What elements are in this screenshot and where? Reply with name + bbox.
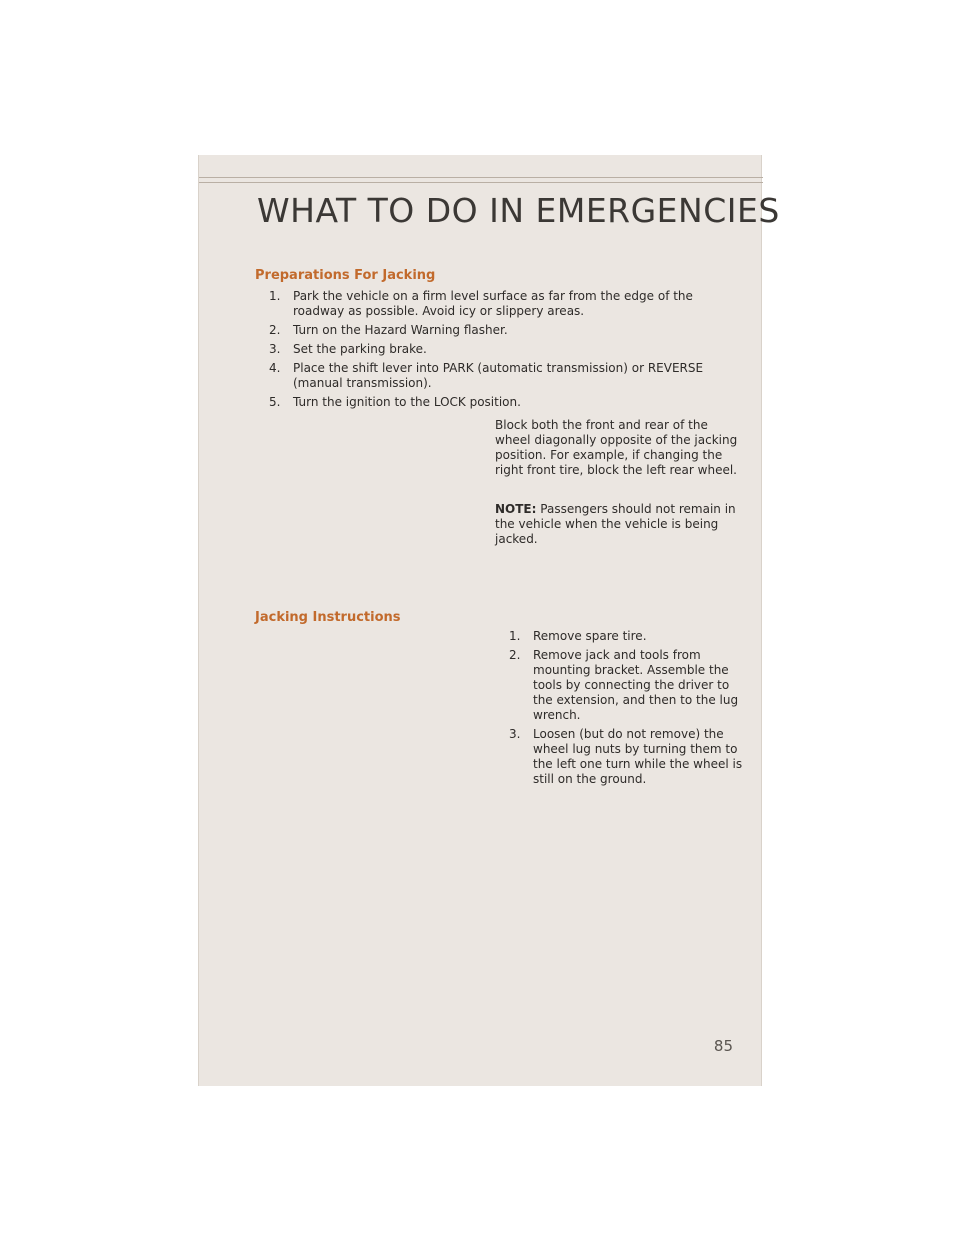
note-paragraph	[495, 502, 739, 547]
list-item	[269, 342, 729, 357]
note-label: NOTE:	[495, 502, 537, 516]
section-heading-jacking-instructions: Jacking Instructions	[255, 610, 401, 625]
jacking-steps-list	[509, 629, 749, 791]
step-number: 5.	[269, 395, 281, 409]
header-rule-top	[199, 177, 763, 178]
page-number: 85	[713, 1037, 733, 1055]
step-number: 3.	[509, 727, 521, 741]
step-text: Remove jack and tools from mounting bracket. Assemble the tools by connecting the driver to the extension, and then to the lug wrench.	[533, 648, 739, 722]
list-item	[509, 629, 749, 644]
preparation-steps-list	[269, 289, 729, 414]
manual-page	[198, 155, 780, 1086]
step-text: Set the parking brake.	[293, 342, 427, 356]
step-text: Place the shift lever into PARK (automatic transmission) or REVERSE (manual transmission).	[293, 361, 704, 390]
step-number: 2.	[509, 648, 521, 662]
list-item	[269, 395, 729, 410]
list-item	[509, 648, 749, 723]
list-item	[269, 323, 729, 338]
section-heading-preparations: Preparations For Jacking	[255, 268, 436, 283]
step-text: Turn the ignition to the LOCK position.	[293, 395, 521, 409]
step-text: Turn on the Hazard Warning flasher.	[293, 323, 508, 337]
step-number: 2.	[269, 323, 281, 337]
step-number: 1.	[509, 629, 521, 643]
step-number: 1.	[269, 289, 281, 303]
block-wheel-paragraph: Block both the front and rear of the wheel diagonally opposite of the jacking position. For example, if changing the right front tire, block the left rear wheel.	[495, 418, 738, 477]
step-text: Remove spare tire.	[533, 629, 647, 643]
list-item	[269, 289, 729, 319]
header-rule-bottom	[199, 182, 763, 183]
chapter-title: WHAT TO DO IN EMERGENCIES	[257, 191, 780, 230]
step-number: 4.	[269, 361, 281, 375]
step-number: 3.	[269, 342, 281, 356]
list-item	[509, 727, 749, 787]
step-text: Park the vehicle on a firm level surface as far from the edge of the roadway as possible. Avoid icy or slippery areas.	[293, 289, 693, 318]
list-item	[269, 361, 729, 391]
note-text: Passengers should not remain in the vehicle when the vehicle is being jacked.	[495, 502, 736, 546]
step-text: Loosen (but do not remove) the wheel lug nuts by turning them to the left one turn while the wheel is still on the ground.	[533, 727, 743, 786]
